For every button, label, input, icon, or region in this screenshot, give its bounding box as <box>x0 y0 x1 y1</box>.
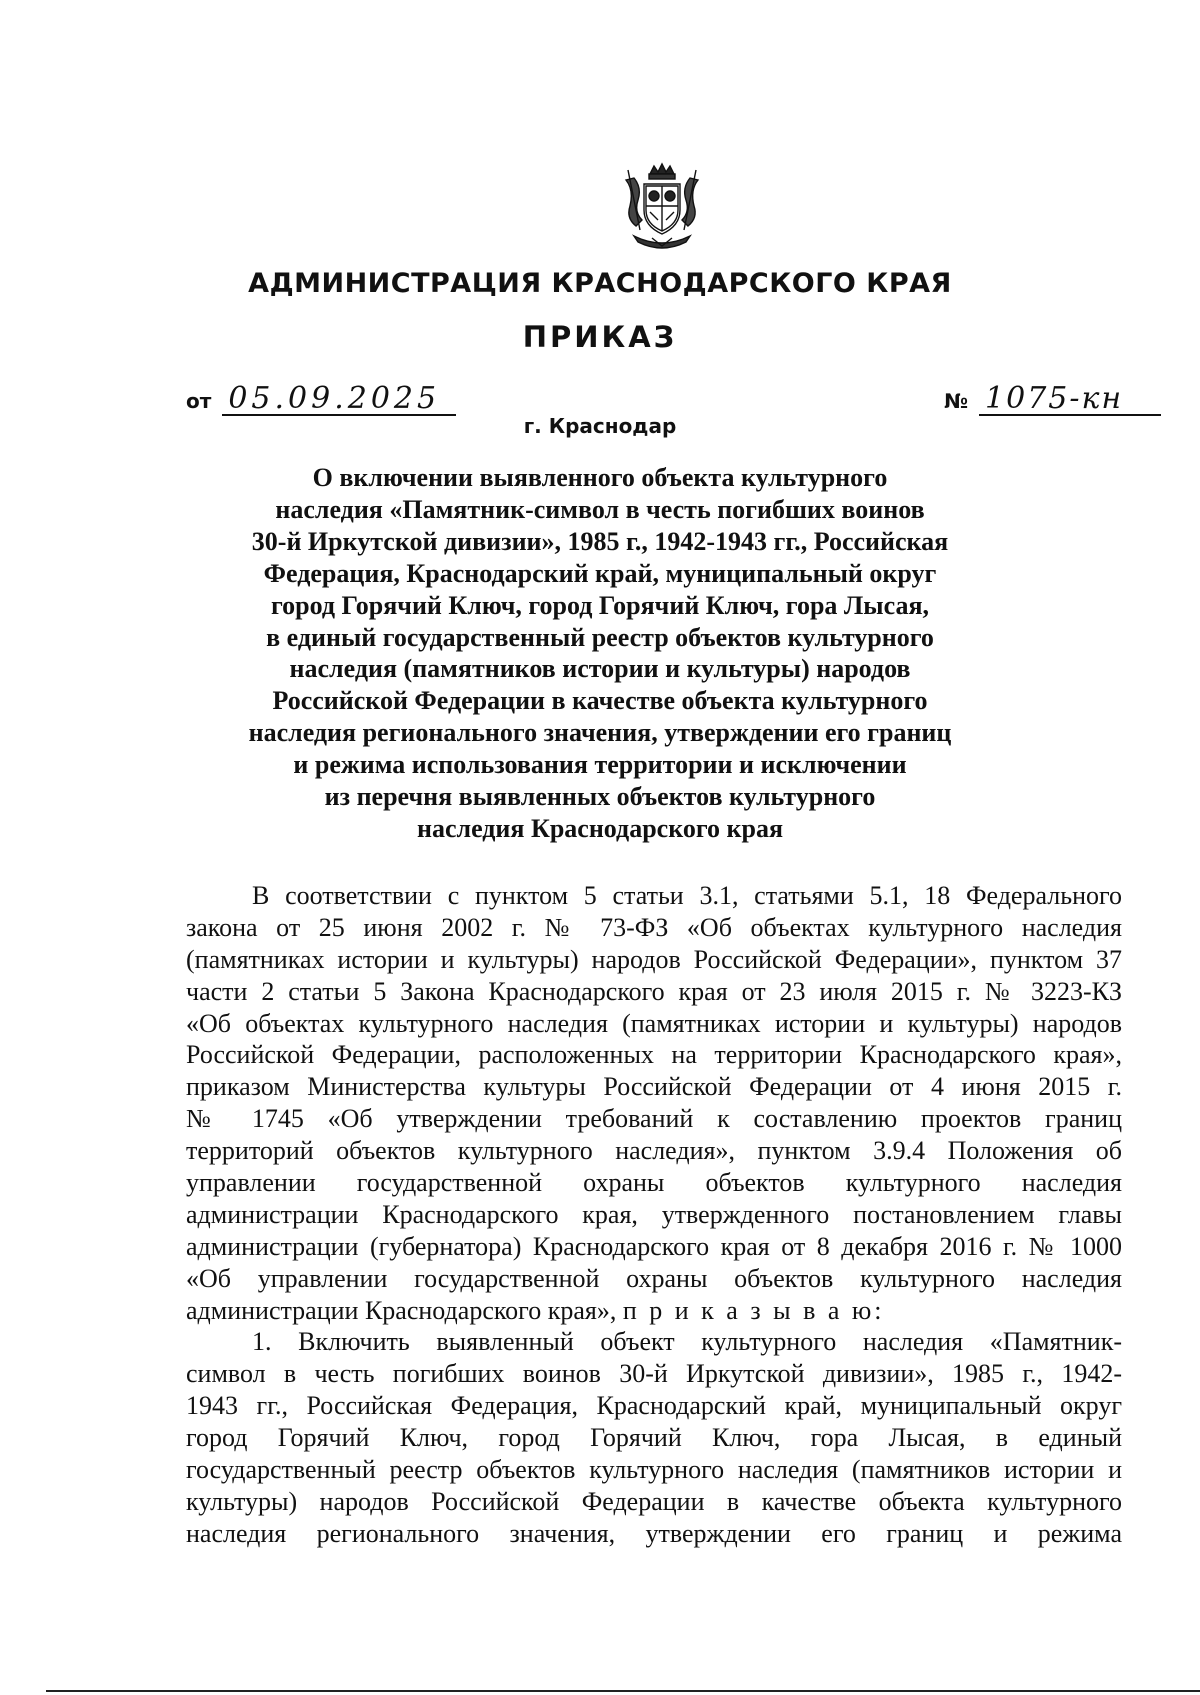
body-line: город Горячий Ключ, город Горячий Ключ, гора Лысая, в единый <box>186 1423 1122 1453</box>
decree-word: п р и к а з ы в а ю: <box>622 1295 885 1325</box>
organization-name: АДМИНИСТРАЦИЯ КРАСНОДАРСКОГО КРАЯ <box>248 268 952 299</box>
title-line: наследия «Памятник-символ в честь погибших воинов <box>275 494 925 524</box>
body-line: символ в честь погибших воинов 30-й Иркутской дивизии», 1985 г., 1942- <box>186 1359 1122 1389</box>
title-line: Федерация, Краснодарский край, муниципальный округ <box>263 558 937 588</box>
body-line: Российской Федерации, расположенных на территории Краснодарского края», <box>186 1040 1122 1070</box>
krasnodar-coat-of-arms-emblem <box>616 160 708 252</box>
handwritten-date: 05.09.2025 <box>222 384 456 416</box>
city-line: г. Краснодар <box>523 414 677 438</box>
body-line-start: администрации Краснодарского края», <box>186 1295 623 1325</box>
title-line: 30-й Иркутской дивизии», 1985 г., 1942-1943 гг., Российская <box>251 526 949 556</box>
date-prefix: от <box>186 389 212 413</box>
number-prefix: № <box>944 389 969 413</box>
handwritten-number: 1075-кн <box>979 384 1161 416</box>
body-line: приказом Министерства культуры Российской Федерации от 4 июня 2015 г. <box>186 1072 1122 1102</box>
date-field <box>186 381 456 416</box>
body-line: части 2 статьи 5 Закона Краснодарского края от 23 июля 2015 г. № 3223-КЗ <box>186 976 1122 1006</box>
body-line: территорий объектов культурного наследия», пунктом 3.9.4 Положения об <box>186 1136 1122 1166</box>
body-line-decree <box>186 1295 1122 1327</box>
title-line: город Горячий Ключ, город Горячий Ключ, гора Лысая, <box>270 590 930 620</box>
title-line: наследия Краснодарского края <box>416 813 784 843</box>
title-line: и режима использования территории и исключении <box>293 750 907 780</box>
body-line: администрации (губернатора) Краснодарского края от 8 декабря 2016 г. № 1000 <box>186 1231 1122 1261</box>
body-line: наследия регионального значения, утверждении его границ и режима <box>186 1518 1122 1548</box>
order-title <box>200 462 1000 845</box>
body-line: государственный реестр объектов культурного наследия (памятников истории и <box>186 1455 1122 1485</box>
body-line: управлении государственной охраны объектов культурного наследия <box>186 1168 1122 1198</box>
title-line: Российской Федерации в качестве объекта культурного <box>272 686 928 716</box>
title-line: из перечня выявленных объектов культурного <box>324 782 876 812</box>
title-line: О включении выявленного объекта культурного <box>312 463 888 492</box>
body-line: № 1745 «Об утверждении требований к составлению проектов границ <box>186 1104 1122 1134</box>
body-line: 1943 гг., Российская Федерация, Краснодарский край, муниципальный округ <box>186 1391 1122 1421</box>
body-line: закона от 25 июня 2002 г. № 73-ФЗ «Об объектах культурного наследия <box>186 912 1122 942</box>
body-line: 1. Включить выявленный объект культурного наследия «Памятник- <box>252 1327 1122 1357</box>
body-line: культуры) народов Российской Федерации в качестве объекта культурного <box>186 1486 1122 1516</box>
body-line: «Об объектах культурного наследия (памятниках истории и культуры) народов <box>186 1008 1122 1038</box>
body-line: В соответствии с пунктом 5 статьи 3.1, статьями 5.1, 18 Федерального <box>252 881 1122 910</box>
number-field <box>944 381 1161 416</box>
body-line: «Об управлении государственной охраны объектов культурного наследия <box>186 1263 1122 1293</box>
title-line: в единый государственный реестр объектов культурного <box>266 622 934 652</box>
body-line: администрации Краснодарского края, утвержденного постановлением главы <box>186 1199 1122 1229</box>
coat-of-arms-icon <box>616 160 708 252</box>
document-type-title: ПРИКАЗ <box>522 320 678 354</box>
footer-divider <box>46 1690 1200 1692</box>
body-line: (памятниках истории и культуры) народов Российской Федерации», пунктом 37 <box>186 944 1122 974</box>
title-line: наследия регионального значения, утверждении его границ <box>248 718 952 748</box>
title-line: наследия (памятников истории и культуры) народов <box>289 654 911 684</box>
order-body-text <box>186 880 1122 1550</box>
